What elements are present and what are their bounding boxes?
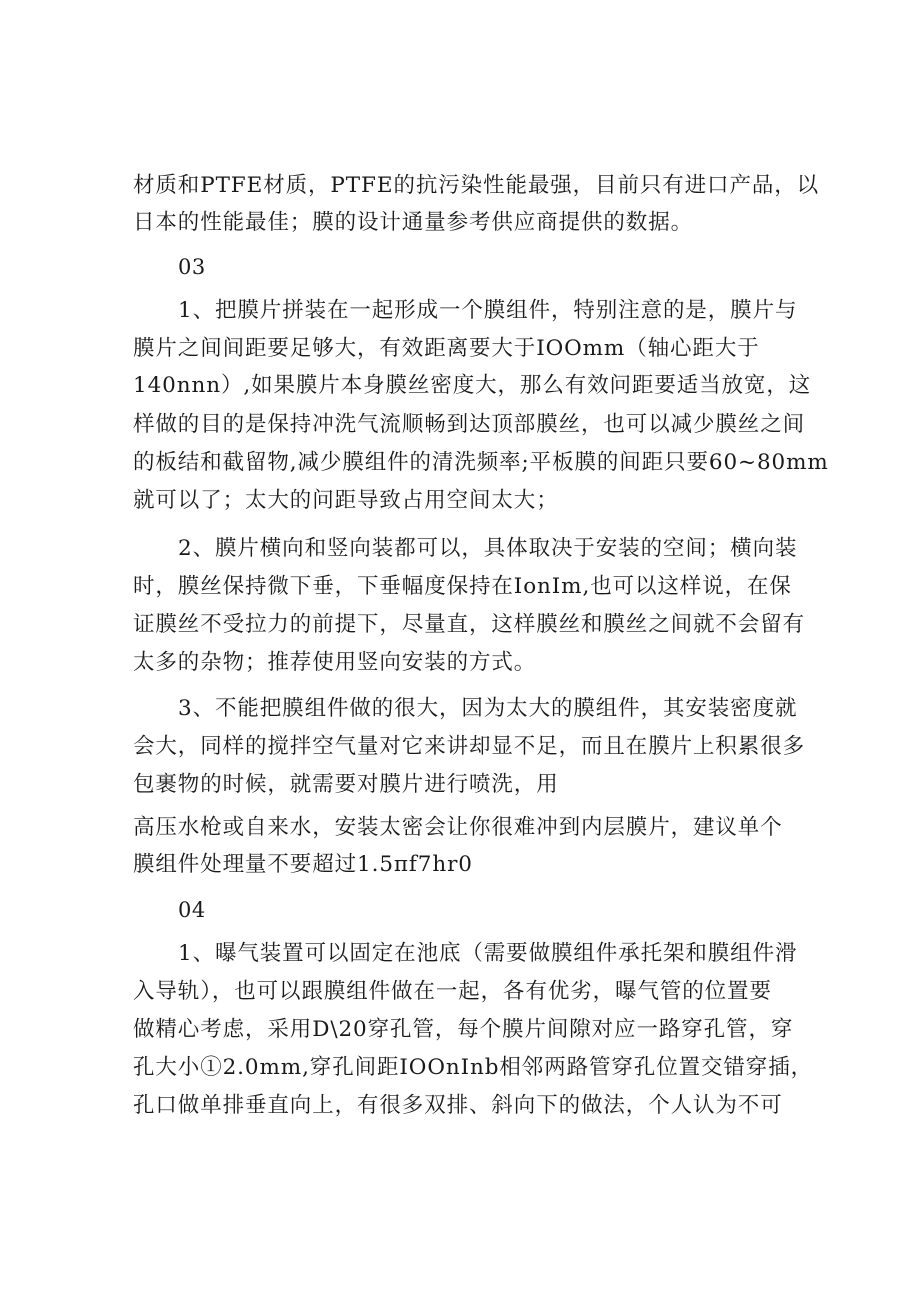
text-line: 140nnn）,如果膜片本身膜丝密度大，那么有效问距要适当放宽，这	[133, 373, 812, 398]
section-heading: 04	[178, 898, 206, 922]
text-line: 样做的目的是保持冲洗气流顺畅到达顶部膜丝，也可以减少膜丝之间	[133, 412, 806, 437]
text-line: 孔大小①2.0mm,穿孔间距IOOnInb相邻两路管穿孔位置交错穿插，	[133, 1055, 813, 1080]
text-line: 时，膜丝保持微下垂，下垂幅度保持在IonIm,也可以这样说，在保	[133, 574, 792, 599]
text-line: 包裹物的时候，就需要对膜片进行喷洗，用	[133, 772, 559, 797]
text-line: 材质和PTFE材质，PTFE的抗污染性能最强，目前只有进口产品，以	[133, 173, 820, 198]
text-line: 膜组件处理量不要超过1.5πf7hr0	[133, 852, 473, 877]
text-line: 就可以了；太大的问距导致占用空间太大；	[133, 488, 559, 513]
text-line: 的板结和截留物,减少膜组件的清洗频率;平板膜的间距只要60~80mm	[133, 450, 829, 475]
text-line: 太多的杂物；推荐使用竖向安装的方式。	[133, 650, 537, 675]
text-line: 高压水枪或自来水，安装太密会让你很难冲到内层膜片，建议单个	[133, 815, 783, 840]
text-line: 做精心考虑，采用D\20穿孔管，每个膜片间隙对应一路穿孔管，穿	[133, 1017, 794, 1042]
text-line: 1、曝气装置可以固定在池底（需要做膜组件承托架和膜组件滑	[178, 941, 798, 966]
section-heading: 03	[178, 255, 206, 279]
text-line: 会大，同样的搅拌空气量对它来讲却显不足，而且在膜片上积累很多	[133, 734, 806, 759]
text-line: 孔口做单排垂直向上，有很多双排、斜向下的做法，个人认为不可	[133, 1093, 783, 1118]
text-line: 3、不能把膜组件做的很大，因为太大的膜组件，其安装密度就	[178, 696, 798, 721]
text-line: 证膜丝不受拉力的前提下，尽量直，这样膜丝和膜丝之间就不会留有	[133, 612, 806, 637]
text-line: 2、膜片横向和竖向装都可以，具体取决于安装的空间；横向装	[178, 536, 798, 561]
text-line: 1、把膜片拼装在一起形成一个膜组件，特别注意的是，膜片与	[178, 298, 798, 323]
text-line: 膜片之间间距要足够大，有效距离要大于IOOmm（轴心距大于	[133, 336, 760, 361]
text-line: 日本的性能最佳；膜的设计通量参考供应商提供的数据。	[133, 210, 694, 235]
text-line: 入导轨），也可以跟膜组件做在一起，各有优劣，曝气管的位置要	[133, 979, 772, 1004]
